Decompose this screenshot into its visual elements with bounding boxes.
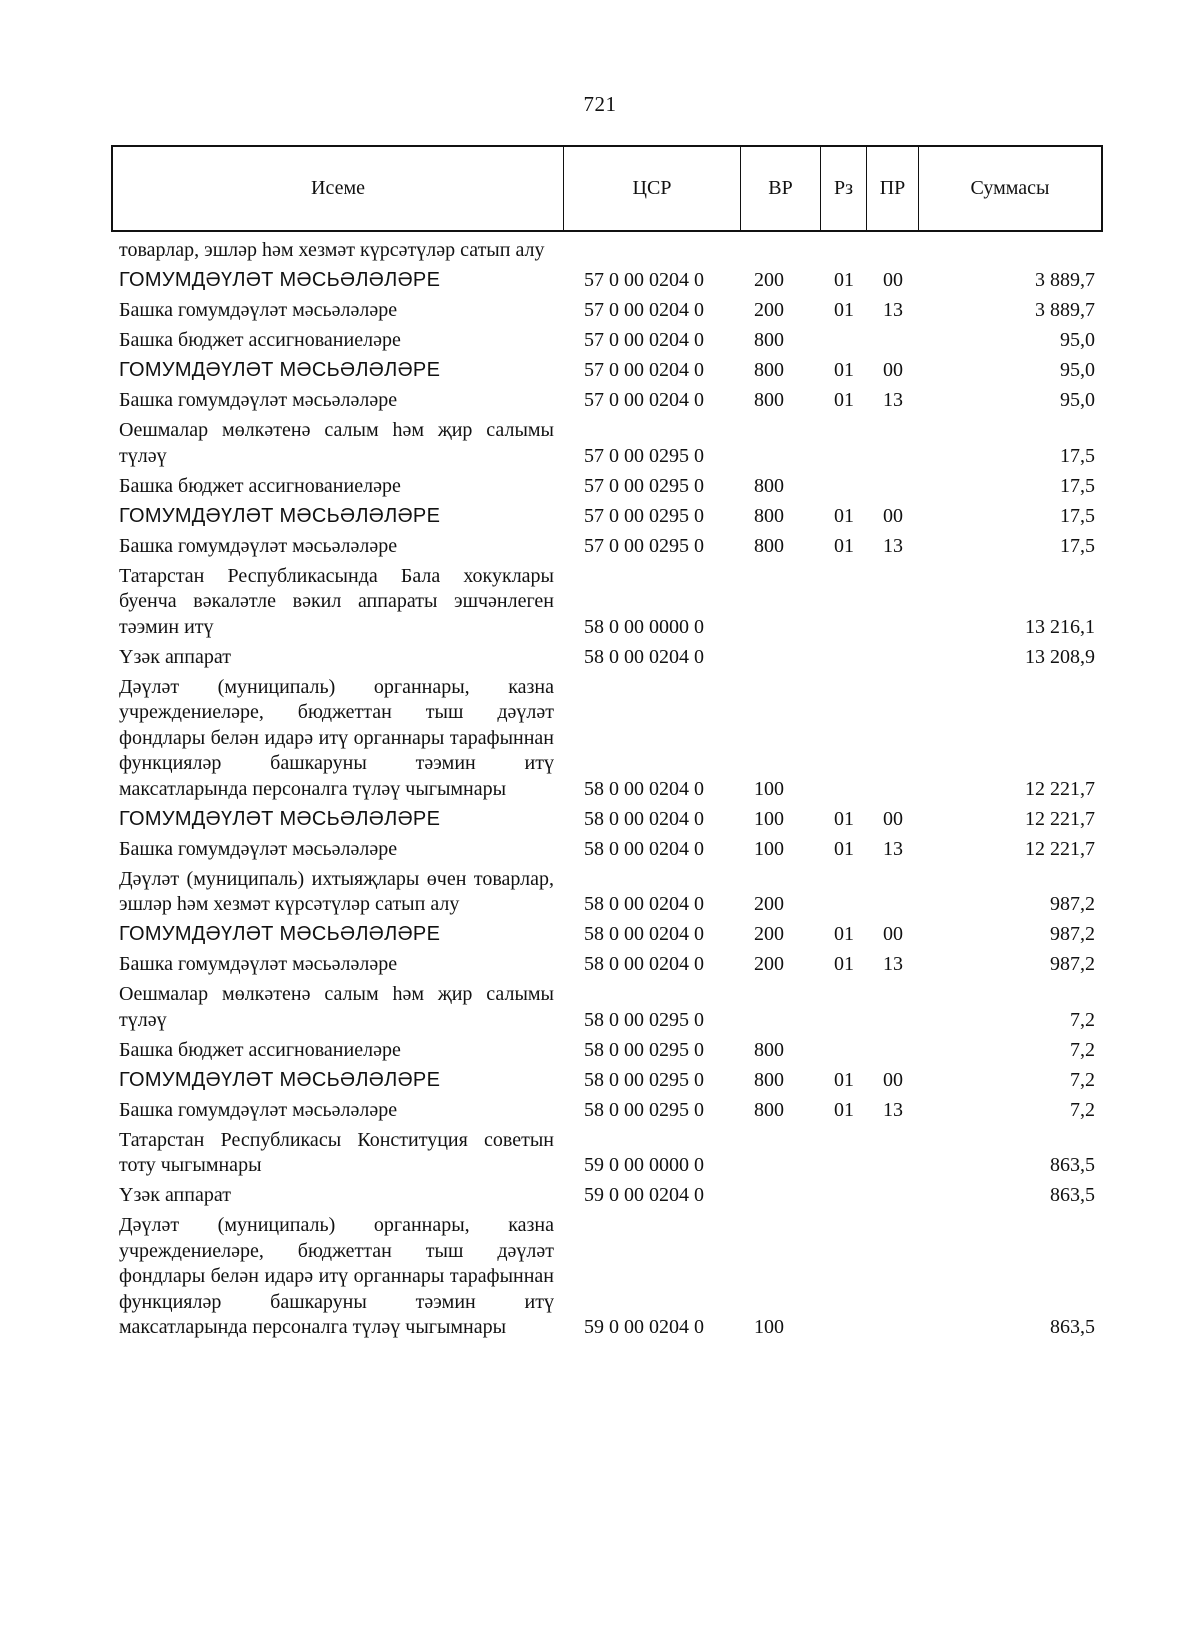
table-row bbox=[119, 1066, 1099, 1096]
row-rz: 01 bbox=[834, 504, 854, 527]
table-row bbox=[119, 1096, 1099, 1126]
row-name: ГОМУМДӘҮЛӘТ МӘСЬӘЛӘЛӘРЕ bbox=[119, 923, 441, 945]
row-name: Башка гомумдәүләт мәсьәләләре bbox=[119, 837, 398, 860]
row-name: ГОМУМДӘҮЛӘТ МӘСЬӘЛӘЛӘРЕ bbox=[119, 1068, 441, 1091]
row-name: ГОМУМДӘҮЛӘТ МӘСЬӘЛӘЛӘРЕ bbox=[119, 504, 441, 527]
row-vr: 200 bbox=[754, 269, 784, 291]
row-name: Үзәк аппарат bbox=[119, 1184, 231, 1206]
table-row bbox=[119, 643, 1099, 673]
row-csr: 57 0 00 0295 0 bbox=[584, 474, 704, 497]
row-sum: 7,2 bbox=[1070, 1068, 1095, 1091]
table-row bbox=[119, 356, 1099, 386]
row-vr: 800 bbox=[754, 1038, 784, 1061]
table-body bbox=[119, 236, 1099, 1343]
row-csr: 58 0 00 0000 0 bbox=[584, 615, 704, 638]
table-header bbox=[111, 145, 1103, 232]
table-row bbox=[119, 980, 1099, 1036]
table-row bbox=[119, 502, 1099, 532]
row-csr: 57 0 00 0295 0 bbox=[584, 534, 704, 557]
row-pr: 00 bbox=[883, 923, 903, 945]
row-csr: 58 0 00 0204 0 bbox=[584, 837, 704, 860]
row-sum: 95,0 bbox=[1060, 359, 1095, 381]
row-name: ГОМУМДӘҮЛӘТ МӘСЬӘЛӘЛӘРЕ bbox=[119, 807, 441, 830]
row-name: Дәүләт (муниципаль) органнары, казна учреждениеләре, бюджеттан тыш дәүләт фондлары белән идарә итү органнары тарафыннан функцияләр башкаруны тәэмин итү максатларында персоналга түләү чыгымнары bbox=[119, 675, 554, 800]
row-vr: 800 bbox=[754, 1068, 784, 1091]
row-pr: 13 bbox=[883, 389, 903, 411]
row-name: Башка гомумдәүләт мәсьәләләре bbox=[119, 534, 398, 557]
page-number: 721 bbox=[583, 92, 617, 116]
row-rz: 01 bbox=[834, 837, 854, 860]
row-sum: 17,5 bbox=[1060, 444, 1095, 467]
row-csr: 58 0 00 0204 0 bbox=[584, 893, 704, 915]
table-row bbox=[119, 1036, 1099, 1066]
row-sum: 7,2 bbox=[1070, 1098, 1095, 1121]
row-name: Оешмалар мөлкәтенә салым һәм җир салымы түләү bbox=[119, 419, 554, 467]
table-row bbox=[119, 950, 1099, 980]
row-csr: 58 0 00 0204 0 bbox=[584, 645, 704, 668]
row-vr: 100 bbox=[754, 837, 784, 860]
row-sum: 12 221,7 bbox=[1025, 837, 1095, 860]
header-csr: ЦСР bbox=[564, 147, 741, 230]
row-pr: 13 bbox=[883, 953, 903, 975]
table-row bbox=[119, 236, 1099, 266]
table-row bbox=[119, 472, 1099, 502]
table-row bbox=[119, 920, 1099, 950]
header-name: Исеме bbox=[113, 147, 564, 230]
table-row bbox=[119, 532, 1099, 562]
row-name: ГОМУМДӘҮЛӘТ МӘСЬӘЛӘЛӘРЕ bbox=[119, 269, 441, 291]
row-sum: 7,2 bbox=[1070, 1038, 1095, 1061]
row-pr: 00 bbox=[883, 359, 903, 381]
row-name: товарлар, эшләр һәм хезмәт күрсәтүләр сатып алу bbox=[119, 239, 545, 261]
row-rz: 01 bbox=[834, 807, 854, 830]
header-pr: ПР bbox=[867, 147, 919, 230]
row-vr: 800 bbox=[754, 534, 784, 557]
table-row bbox=[119, 562, 1099, 643]
row-name: Башка бюджет ассигнованиеләре bbox=[119, 1038, 401, 1061]
table-row bbox=[119, 386, 1099, 416]
row-vr: 100 bbox=[754, 777, 784, 800]
row-rz: 01 bbox=[834, 923, 854, 945]
table-row bbox=[119, 865, 1099, 921]
row-csr: 58 0 00 0204 0 bbox=[584, 777, 704, 800]
table-row bbox=[119, 326, 1099, 356]
table-row bbox=[119, 673, 1099, 805]
row-sum: 863,5 bbox=[1050, 1316, 1095, 1338]
row-csr: 57 0 00 0204 0 bbox=[584, 299, 704, 321]
row-sum: 987,2 bbox=[1050, 923, 1095, 945]
row-name: Башка гомумдәүләт мәсьәләләре bbox=[119, 389, 398, 411]
row-sum: 3 889,7 bbox=[1035, 269, 1095, 291]
row-sum: 12 221,7 bbox=[1025, 807, 1095, 830]
row-csr: 57 0 00 0204 0 bbox=[584, 359, 704, 381]
row-csr: 58 0 00 0295 0 bbox=[584, 1038, 704, 1061]
header-rz: Рз bbox=[821, 147, 867, 230]
table-row bbox=[119, 266, 1099, 296]
row-pr: 13 bbox=[883, 534, 903, 557]
row-sum: 7,2 bbox=[1070, 1008, 1095, 1031]
row-name: Дәүләт (муниципаль) органнары, казна учреждениеләре, бюджеттан тыш дәүләт фондлары белән идарә итү органнары тарафыннан функцияләр башкаруны тәэмин итү максатларында персоналга түләү чыгымнары bbox=[119, 1214, 554, 1338]
row-name: Үзәк аппарат bbox=[119, 645, 231, 668]
row-csr: 57 0 00 0204 0 bbox=[584, 389, 704, 411]
header-vr: ВР bbox=[741, 147, 821, 230]
row-rz: 01 bbox=[834, 269, 854, 291]
row-sum: 13 208,9 bbox=[1025, 645, 1095, 668]
row-csr: 58 0 00 0295 0 bbox=[584, 1098, 704, 1121]
row-pr: 00 bbox=[883, 1068, 903, 1091]
row-rz: 01 bbox=[834, 953, 854, 975]
row-pr: 00 bbox=[883, 807, 903, 830]
row-csr: 57 0 00 0204 0 bbox=[584, 269, 704, 291]
row-sum: 13 216,1 bbox=[1025, 615, 1095, 638]
row-csr: 59 0 00 0204 0 bbox=[584, 1184, 704, 1206]
row-rz: 01 bbox=[834, 359, 854, 381]
row-csr: 58 0 00 0295 0 bbox=[584, 1068, 704, 1091]
row-name: Башка бюджет ассигнованиеләре bbox=[119, 329, 401, 351]
row-name: Оешмалар мөлкәтенә салым һәм җир салымы түләү bbox=[119, 983, 554, 1031]
row-vr: 800 bbox=[754, 359, 784, 381]
row-csr: 57 0 00 0204 0 bbox=[584, 329, 704, 351]
row-pr: 00 bbox=[883, 269, 903, 291]
table-row bbox=[119, 835, 1099, 865]
row-csr: 58 0 00 0204 0 bbox=[584, 923, 704, 945]
row-sum: 95,0 bbox=[1060, 389, 1095, 411]
row-sum: 987,2 bbox=[1050, 953, 1095, 975]
row-vr: 200 bbox=[754, 953, 784, 975]
row-rz: 01 bbox=[834, 1098, 854, 1121]
row-vr: 800 bbox=[754, 474, 784, 497]
row-name: Дәүләт (муниципаль) ихтыяҗлары өчен товарлар, эшләр һәм хезмәт күрсәтүләр сатып алу bbox=[119, 867, 554, 915]
row-pr: 13 bbox=[883, 837, 903, 860]
row-name: Башка бюджет ассигнованиеләре bbox=[119, 474, 401, 497]
row-sum: 17,5 bbox=[1060, 504, 1095, 527]
row-vr: 800 bbox=[754, 329, 784, 351]
row-vr: 800 bbox=[754, 1098, 784, 1121]
table-row bbox=[119, 296, 1099, 326]
row-name: Башка гомумдәүләт мәсьәләләре bbox=[119, 953, 398, 975]
row-rz: 01 bbox=[834, 389, 854, 411]
row-sum: 863,5 bbox=[1050, 1154, 1095, 1176]
row-sum: 95,0 bbox=[1060, 329, 1095, 351]
row-vr: 100 bbox=[754, 807, 784, 830]
row-csr: 57 0 00 0295 0 bbox=[584, 444, 704, 467]
row-sum: 17,5 bbox=[1060, 534, 1095, 557]
row-vr: 800 bbox=[754, 504, 784, 527]
row-csr: 59 0 00 0204 0 bbox=[584, 1316, 704, 1338]
table-row bbox=[119, 416, 1099, 472]
row-rz: 01 bbox=[834, 299, 854, 321]
row-sum: 3 889,7 bbox=[1035, 299, 1095, 321]
row-vr: 800 bbox=[754, 389, 784, 411]
row-name: Татарстан Республикасында Бала хокуклары буенча вәкаләтле вәкил аппараты эшчәнлеген тәэмин итү bbox=[119, 564, 554, 638]
header-sum: Суммасы bbox=[970, 177, 1050, 199]
row-name: ГОМУМДӘҮЛӘТ МӘСЬӘЛӘЛӘРЕ bbox=[119, 359, 441, 381]
row-name: Башка гомумдәүләт мәсьәләләре bbox=[119, 1098, 398, 1121]
row-sum: 863,5 bbox=[1050, 1184, 1095, 1206]
table-row bbox=[119, 1181, 1099, 1211]
row-name: Татарстан Республикасы Конституция советын тоту чыгымнары bbox=[119, 1128, 554, 1176]
row-vr: 200 bbox=[754, 299, 784, 321]
row-csr: 58 0 00 0295 0 bbox=[584, 1008, 704, 1031]
table-row bbox=[119, 805, 1099, 835]
row-vr: 200 bbox=[754, 923, 784, 945]
row-rz: 01 bbox=[834, 1068, 854, 1091]
row-pr: 13 bbox=[883, 1098, 903, 1121]
table-row bbox=[119, 1211, 1099, 1343]
row-sum: 987,2 bbox=[1050, 893, 1095, 915]
row-csr: 57 0 00 0295 0 bbox=[584, 504, 704, 527]
table-row bbox=[119, 1126, 1099, 1182]
row-rz: 01 bbox=[834, 534, 854, 557]
row-pr: 13 bbox=[883, 299, 903, 321]
row-sum: 12 221,7 bbox=[1025, 777, 1095, 800]
row-sum: 17,5 bbox=[1060, 474, 1095, 497]
row-name: Башка гомумдәүләт мәсьәләләре bbox=[119, 299, 398, 321]
row-csr: 58 0 00 0204 0 bbox=[584, 807, 704, 830]
row-pr: 00 bbox=[883, 504, 903, 527]
row-vr: 200 bbox=[754, 893, 784, 915]
row-vr: 100 bbox=[754, 1316, 784, 1338]
row-csr: 58 0 00 0204 0 bbox=[584, 953, 704, 975]
row-csr: 59 0 00 0000 0 bbox=[584, 1154, 704, 1176]
